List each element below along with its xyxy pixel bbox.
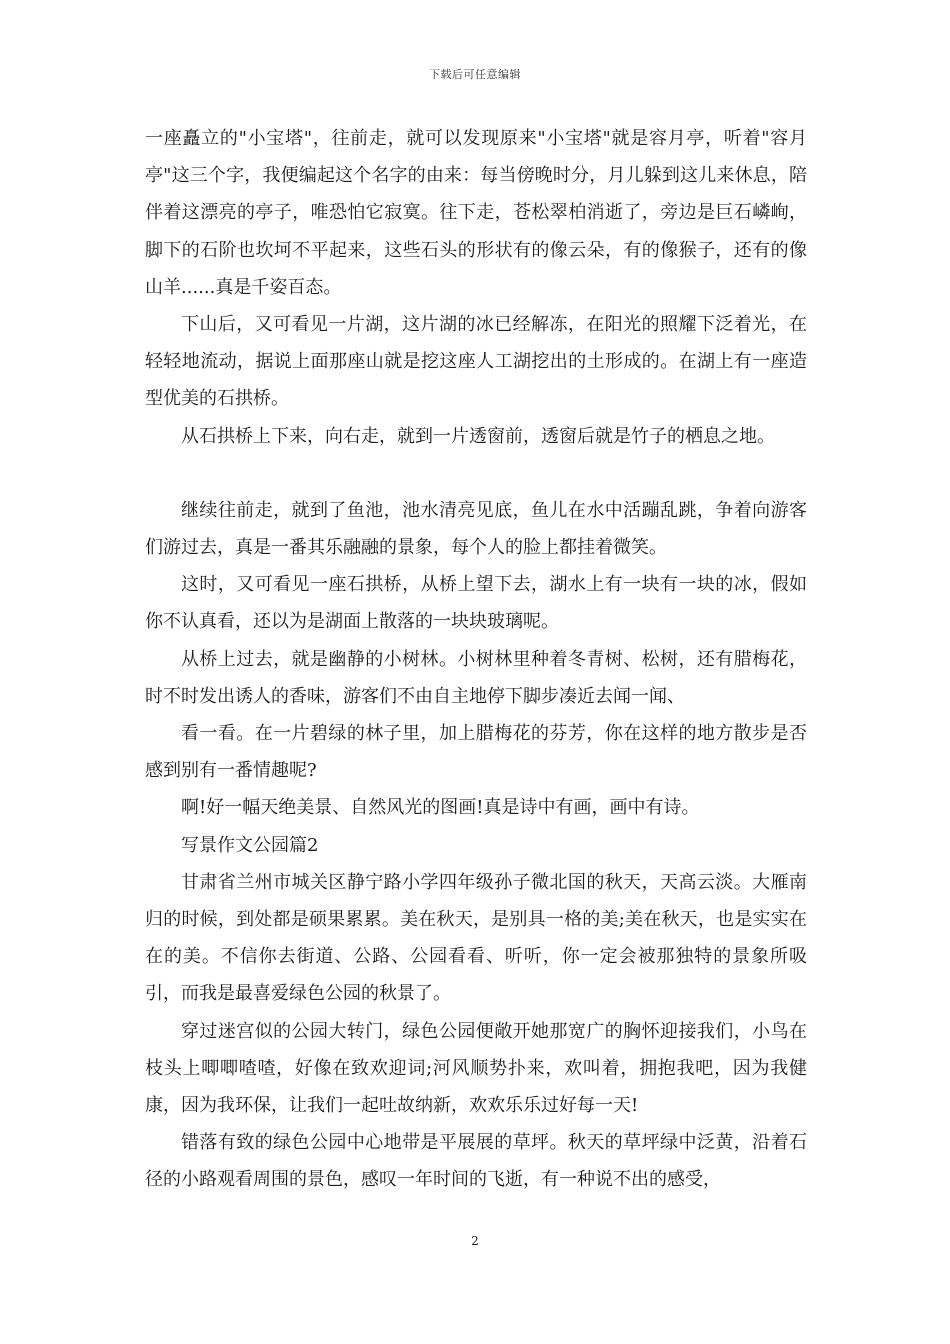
paragraph-continued: 一座矗立的"小宝塔"，往前走，就可以发现原来"小宝塔"就是容月亭，听着"容月亭"这三个字，我便编起这个名字的由来：每当傍晚时分，月儿躲到这儿来休息，陪伴着这漂亮的亭子，唯恐怕它寂寞。往下走，苍松翠柏消逝了，旁边是巨石嶙峋，脚下的石阶也坎坷不平起来，这些石头的形状有的像云朵，有的像猴子，还有的像山羊......真是千姿百态。 — [145, 128, 807, 298]
paragraph: 看一看。在一片碧绿的林子里，加上腊梅花的芬芳，你在这样的地方散步是否感到别有一番情趣呢? — [145, 723, 807, 782]
section-title: 写景作文公园篇2 — [181, 834, 319, 856]
page-number: 2 — [471, 1234, 479, 1248]
paragraph-gap — [145, 455, 807, 492]
paragraph: 从石拱桥上下来，向右走，就到一片透窗前，透窗后就是竹子的栖息之地。 — [181, 425, 775, 447]
paragraph: 下山后，又可看见一片湖，这片湖的冰已经解冻，在阳光的照耀下泛着光，在轻轻地流动，据说上面那座山就是挖这座人工湖挖出的土形成的。在湖上有一座造型优美的石拱桥。 — [145, 314, 807, 410]
document-body — [145, 120, 807, 1199]
paragraph: 啊!好一幅天绝美景、自然风光的图画!真是诗中有画，画中有诗。 — [181, 797, 700, 819]
paragraph: 这时，又可看见一座石拱桥，从桥上望下去，湖水上有一块有一块的冰，假如你不认真看，还以为是湖面上散落的一块块玻璃呢。 — [145, 574, 807, 633]
paragraph: 穿过迷宫似的公园大转门，绿色公园便敞开她那宽广的胸怀迎接我们，小鸟在枝头上唧唧喳喳，好像在致欢迎词;河风顺势扑来，欢叫着，拥抱我吧，因为我健康，因为我环保，让我们一起吐故纳新，欢欢乐乐过好每一天! — [145, 1020, 807, 1117]
paragraph: 从桥上过去，就是幽静的小树林。小树林里种着冬青树、松树，还有腊梅花，时不时发出诱人的香味，游客们不由自主地停下脚步凑近去闻一闻、 — [145, 648, 807, 707]
paragraph: 继续往前走，就到了鱼池，池水清亮见底，鱼儿在水中活蹦乱跳，争着向游客们游过去，真是一番其乐融融的景象，每个人的脸上都挂着微笑。 — [145, 499, 807, 559]
paragraph: 错落有致的绿色公园中心地带是平展展的草坪。秋天的草坪绿中泛黄，沿着石径的小路观看周围的景色，感叹一年时间的飞逝，有一种说不出的感受， — [145, 1132, 807, 1191]
paragraph: 甘肃省兰州市城关区静宁路小学四年级孙子微北国的秋天，天高云淡。大雁南归的时候，到处都是硕果累累。美在秋天，是别具一格的美;美在秋天，也是实实在在的美。不信你去街道、公路、公园看看、听听，你一定会被那独特的景象所吸引，而我是最喜爱绿色公园的秋景了。 — [145, 871, 807, 1005]
page-header: 下载后可任意编辑 — [429, 68, 521, 81]
